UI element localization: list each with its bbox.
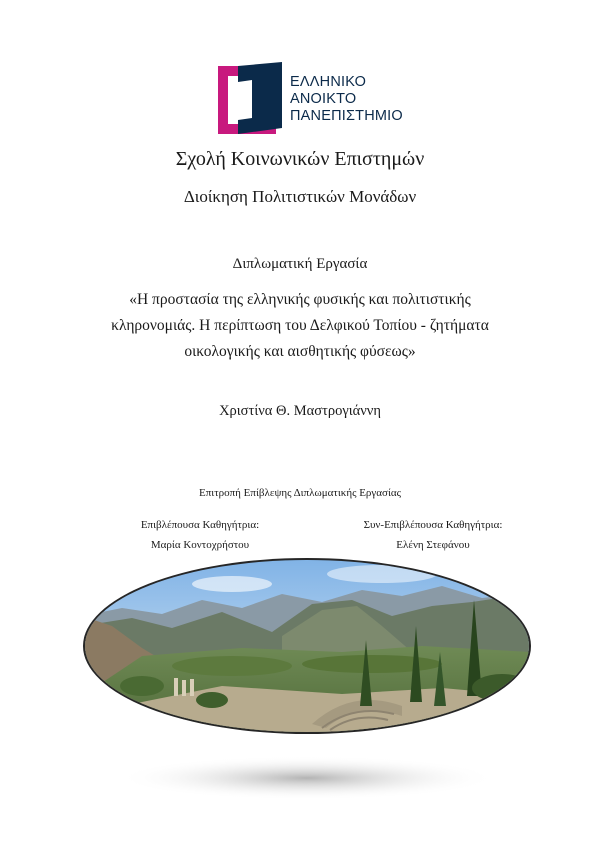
title-line-2: κληρονομιάς. Η περίπτωση του Δελφικού Τοπίου - ζητήματα — [111, 317, 489, 334]
university-logo-icon — [218, 62, 288, 136]
logo-line-3: ΠΑΝΕΠΙΣΤΗΜΙΟ — [290, 108, 403, 124]
photo-shadow — [117, 756, 497, 800]
co-supervisor-block — [318, 515, 548, 555]
co-supervisor-name: Ελένη Στεφάνου — [396, 539, 470, 551]
committee-heading: Επιτροπή Επίβλεψης Διπλωματικής Εργασίας — [198, 487, 402, 499]
university-logo — [218, 62, 408, 136]
title-line-1: «Η προστασία της ελληνικής φυσικής και πολιτιστικής — [129, 291, 471, 308]
supervisor-name: Μαρία Κοντοχρήστου — [150, 539, 250, 551]
logo-wordmark — [290, 74, 403, 125]
author-name: Χριστίνα Θ. Μαστρογιάννη — [219, 403, 381, 419]
logo-line-1: ΕΛΛΗΝΙΚΟ — [290, 74, 367, 90]
school-name: Σχολή Κοινωνικών Επιστημών — [175, 148, 425, 170]
document-type: Διπλωματική Εργασία — [232, 256, 368, 272]
delphi-landscape-photo — [82, 556, 532, 802]
supervisor-role: Επιβλέπουσα Καθηγήτρια: — [140, 519, 260, 531]
department-name: Διοίκηση Πολιτιστικών Μονάδων — [183, 187, 417, 206]
thesis-title — [0, 287, 600, 365]
logo-line-2: ΑΝΟΙΚΤΟ — [290, 91, 357, 107]
supervisor-block — [100, 515, 300, 555]
title-line-3: οικολογικής και αισθητικής φύσεως» — [184, 343, 416, 360]
co-supervisor-role: Συν-Επιβλέπουσα Καθηγήτρια: — [363, 519, 503, 531]
